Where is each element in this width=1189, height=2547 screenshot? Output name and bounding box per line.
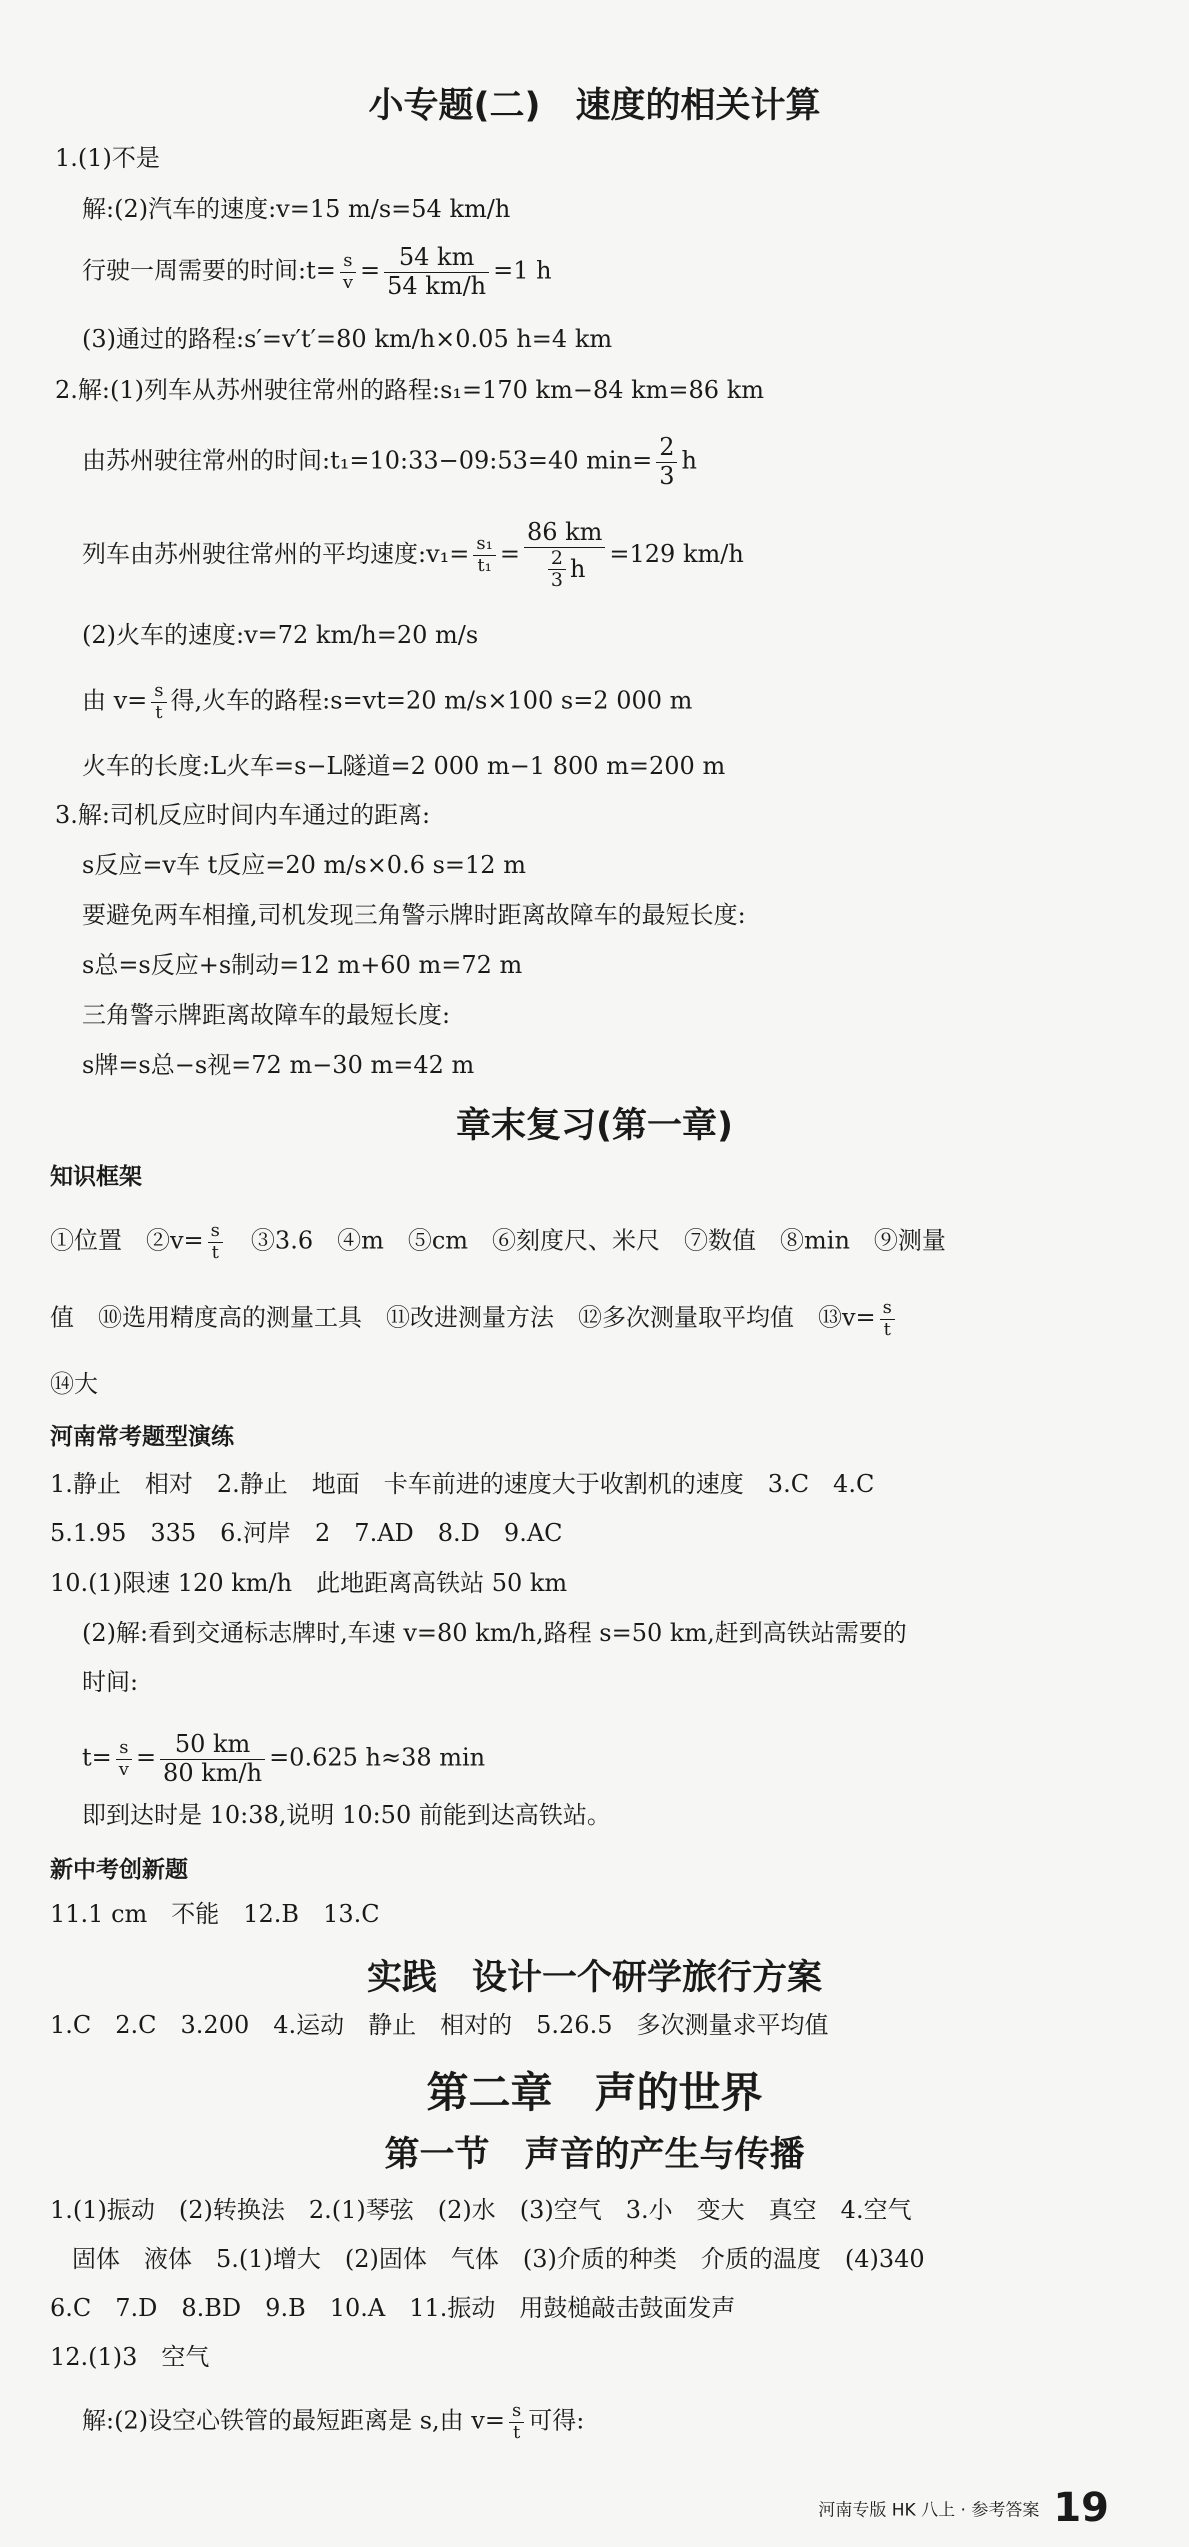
fraction-denominator: v [118, 1758, 129, 1780]
answer-line: 火车的长度:L火车=s−L隧道=2 000 m−1 800 m=200 m [82, 752, 726, 780]
fraction-numerator: s [208, 1221, 223, 1243]
fraction [116, 1738, 132, 1780]
section-title-practice: 实践 设计一个研学旅行方案 [366, 1958, 822, 1998]
section-title-special-topic: 小专题(二) 速度的相关计算 [368, 86, 821, 126]
answer-line: (3)通过的路程:s′=v′t′=80 km/h×0.05 h=4 km [82, 325, 613, 353]
answer-line: 2.解:(1)列车从苏州驶往常州的路程:s₁=170 km−84 km=86 km [55, 376, 765, 404]
fraction-denominator: t [883, 1318, 891, 1340]
text: 值 ⑩选用精度高的测量工具 ⑪改进测量方法 ⑫多次测量取平均值 ⑬v= [50, 1303, 876, 1332]
fraction [384, 244, 489, 300]
text: =129 km/h [609, 540, 744, 569]
text: 行驶一周需要的时间:t= [82, 256, 336, 285]
text: 得,火车的路程:s=vt=20 m/s×100 s=2 000 m [170, 686, 693, 715]
answer-line: 12.(1)3 空气 [50, 2343, 210, 2371]
chapter-title: 第二章 声的世界 [426, 2068, 763, 2117]
answer-line: 要避免两车相撞,司机发现三角警示牌时距离故障车的最短长度: [82, 901, 746, 929]
fraction [880, 1298, 895, 1340]
fraction-numerator: 2 [548, 548, 566, 571]
text: ③3.6 ④m ⑤cm ⑥刻度尺、米尺 ⑦数值 ⑧min ⑨测量 [226, 1226, 946, 1255]
fraction-numerator: 54 km [384, 244, 489, 273]
fraction-denominator: 54 km/h [387, 271, 487, 300]
text: 列车由苏州驶往常州的平均速度:v₁= [82, 540, 470, 569]
fraction-numerator: 50 km [160, 1731, 265, 1760]
fraction-denominator: 80 km/h [163, 1758, 263, 1787]
answer-line: ⑭大 [50, 1370, 98, 1398]
answer-line-with-fraction [82, 681, 692, 723]
text: 由苏州驶往常州的时间:t₁=10:33−09:53=40 min= [82, 446, 653, 475]
answer-line: 即到达时是 10:38,说明 10:50 前能到达高铁站。 [82, 1801, 611, 1829]
heading-henan-practice: 河南常考题型演练 [50, 1424, 234, 1450]
fraction-denominator: t [155, 701, 163, 723]
answer-line: 11.1 cm 不能 12.B 13.C [50, 1900, 380, 1928]
answer-line: 5.1.95 335 6.河岸 2 7.AD 8.D 9.AC [50, 1519, 563, 1547]
answer-line-with-fraction: 列车由苏州驶往常州的平均速度:v₁= $\frac{\text{s₁}}{\text{t₁}}$ = 86 km $\frac{2}{3}$ h =129 km/h [82, 518, 744, 592]
fraction-denominator: t [211, 1241, 219, 1263]
fraction-numerator: s [340, 251, 356, 273]
fraction-numerator: s [116, 1738, 132, 1760]
answer-line-with-fraction [50, 1221, 946, 1263]
answer-line: s总=s反应+s制动=12 m+60 m=72 m [82, 951, 523, 979]
text: 解:(2)设空心铁管的最短距离是 s,由 v= [82, 2406, 505, 2435]
answer-line-with-fraction [82, 434, 697, 490]
answer-line: 三角警示牌距离故障车的最短长度: [82, 1001, 451, 1029]
fraction-numerator: s [509, 2401, 524, 2423]
answer-line-with-fraction [82, 2401, 584, 2443]
answer-line: 3.解:司机反应时间内车通过的距离: [55, 801, 431, 829]
answer-line: 时间: [82, 1668, 139, 1696]
answer-line: 固体 液体 5.(1)增大 (2)固体 气体 (3)介质的种类 介质的温度 (4)340 [72, 2245, 925, 2273]
page-footer [818, 2485, 1109, 2531]
fraction [509, 2401, 524, 2443]
fraction [473, 534, 495, 576]
text: t= [82, 1743, 112, 1772]
fraction-denominator [524, 548, 605, 593]
heading-new-exam: 新中考创新题 [50, 1857, 188, 1883]
footer-text: 河南专版 HK 八上 · 参考答案 [818, 2500, 1040, 2521]
fraction-denominator: 3 [550, 569, 563, 592]
page-number: 19 [1053, 2485, 1109, 2531]
answer-line-with-fraction: t= $\frac{s}{v}$ = $\frac{50 km}{80 km/h}$ =0.625 h≈38 min [82, 1730, 486, 1787]
heading-knowledge-framework: 知识框架 [50, 1164, 142, 1190]
answer-line: 1.(1)振动 (2)转换法 2.(1)琴弦 (2)水 (3)空气 3.小 变大 真空 4.空气 [50, 2196, 912, 2224]
fraction [656, 434, 677, 490]
text: h [681, 446, 697, 475]
section-title-section1: 第一节 声音的产生与传播 [384, 2135, 805, 2175]
answer-line: (2)火车的速度:v=72 km/h=20 m/s [82, 621, 479, 649]
fraction [160, 1731, 265, 1787]
fraction-denominator: v [342, 271, 354, 293]
answer-line: s牌=s总−s视=72 m−30 m=42 m [82, 1051, 475, 1079]
text: =0.625 h≈38 min [269, 1743, 486, 1772]
text: =1 h [493, 256, 552, 285]
answer-line: 10.(1)限速 120 km/h 此地距离高铁站 50 km [50, 1569, 568, 1597]
answer-line: 1.C 2.C 3.200 4.运动 静止 相对的 5.26.5 多次测量求平均值 [50, 2011, 829, 2039]
fraction [208, 1221, 223, 1263]
text: h [569, 554, 586, 583]
fraction-denominator: t [512, 2421, 521, 2443]
answer-line: s反应=v车 t反应=20 m/s×0.6 s=12 m [82, 851, 526, 879]
fraction-numerator: s₁ [473, 534, 495, 556]
answer-line: (2)解:看到交通标志牌时,车速 v=80 km/h,路程 s=50 km,赶到高铁站需要的 [82, 1619, 907, 1647]
text: ①位置 ②v= [50, 1226, 204, 1255]
answer-line-with-fraction: 行驶一周需要的时间:t= $\frac{s}{v}$ = $\frac{54 km}{54 km/h}$ =1 h [82, 243, 552, 300]
fraction [151, 681, 166, 723]
fraction-denominator: t₁ [477, 555, 492, 577]
fraction-numerator: 86 km [524, 519, 605, 548]
fraction [340, 251, 356, 293]
fraction-denominator: 3 [659, 461, 675, 490]
text: 可得: [528, 2406, 585, 2435]
answer-line: 6.C 7.D 8.BD 9.B 10.A 11.振动 用鼓槌敲击鼓面发声 [50, 2294, 736, 2322]
section-title-chapter-review: 章末复习(第一章) [456, 1106, 733, 1146]
fraction-numerator: s [880, 1298, 895, 1320]
answer-line: 解:(2)汽车的速度:v=15 m/s=54 km/h [82, 195, 511, 223]
answer-line: 1.静止 相对 2.静止 地面 卡车前进的速度大于收割机的速度 3.C 4.C [50, 1470, 875, 1498]
fraction-numerator: 2 [656, 434, 677, 463]
answer-line: 1.(1)不是 [55, 144, 160, 172]
text: 由 v= [82, 686, 148, 715]
answer-line-with-fraction [50, 1298, 899, 1340]
fraction [524, 519, 605, 592]
fraction [548, 548, 566, 593]
fraction-numerator: s [151, 681, 166, 703]
